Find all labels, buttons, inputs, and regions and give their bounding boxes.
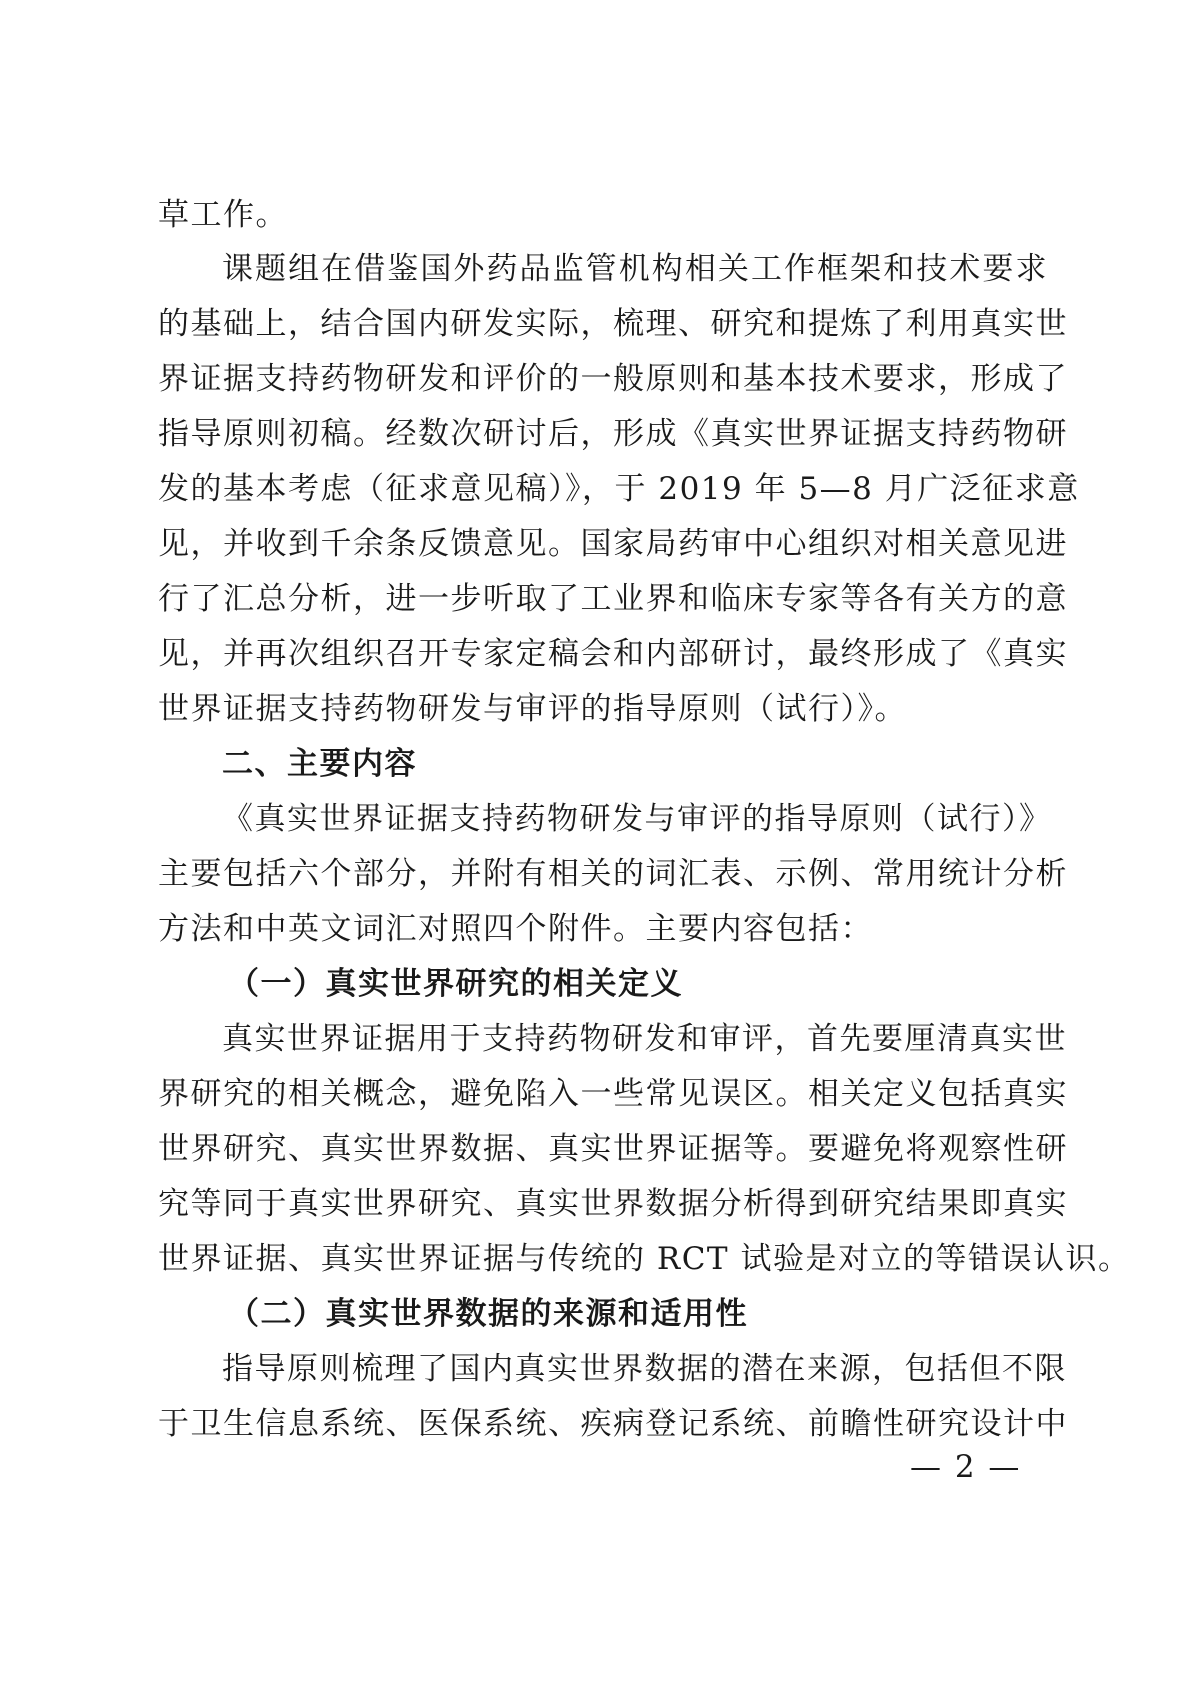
paragraph-line: 世界证据、真实世界证据与传统的 RCT 试验是对立的等错误认识。 (158, 1241, 1131, 1277)
paragraph-line: 草工作。 (158, 197, 288, 233)
paragraph-line: 界证据支持药物研发和评价的一般原则和基本技术要求，形成了 (158, 361, 1068, 397)
paragraph-line: 究等同于真实世界研究、真实世界数据分析得到研究结果即真实 (158, 1186, 1068, 1222)
paragraph-line: 发的基本考虑（征求意见稿）》，于 2019 年 5—8 月广泛征求意 (158, 471, 1080, 507)
page-number: — 2 — (910, 1449, 1022, 1485)
paragraph-line: 指导原则梳理了国内真实世界数据的潜在来源，包括但不限 (222, 1351, 1067, 1387)
paragraph-line: 方法和中英文词汇对照四个附件。主要内容包括： (158, 911, 873, 947)
paragraph-line: 真实世界证据用于支持药物研发和审评，首先要厘清真实世 (222, 1021, 1067, 1057)
paragraph-line: 世界证据支持药物研发与审评的指导原则（试行）》。 (158, 691, 907, 727)
paragraph-line: 的基础上，结合国内研发实际，梳理、研究和提炼了利用真实世 (158, 306, 1068, 342)
section-heading: 二、主要内容 (222, 746, 417, 782)
paragraph-line: 界研究的相关概念，避免陷入一些常见误区。相关定义包括真实 (158, 1076, 1068, 1112)
paragraph-line: 世界研究、真实世界数据、真实世界证据等。要避免将观察性研 (158, 1131, 1068, 1167)
paragraph-line: 课题组在借鉴国外药品监管机构相关工作框架和技术要求 (222, 251, 1048, 287)
paragraph-line: 行了汇总分析，进一步听取了工业界和临床专家等各有关方的意 (158, 581, 1068, 617)
paragraph-line: 见，并收到千余条反馈意见。国家局药审中心组织对相关意见进 (158, 526, 1068, 562)
paragraph-line: 见，并再次组织召开专家定稿会和内部研讨，最终形成了《真实 (158, 636, 1068, 672)
subsection-heading: （二）真实世界数据的来源和适用性 (228, 1296, 748, 1332)
paragraph-line: 指导原则初稿。经数次研讨后，形成《真实世界证据支持药物研 (158, 416, 1068, 452)
paragraph-line: 主要包括六个部分，并附有相关的词汇表、示例、常用统计分析 (158, 856, 1068, 892)
paragraph-line: 于卫生信息系统、医保系统、疾病登记系统、前瞻性研究设计中 (158, 1406, 1068, 1442)
subsection-heading: （一）真实世界研究的相关定义 (228, 966, 683, 1002)
paragraph-line: 《真实世界证据支持药物研发与审评的指导原则（试行）》 (222, 801, 1052, 837)
